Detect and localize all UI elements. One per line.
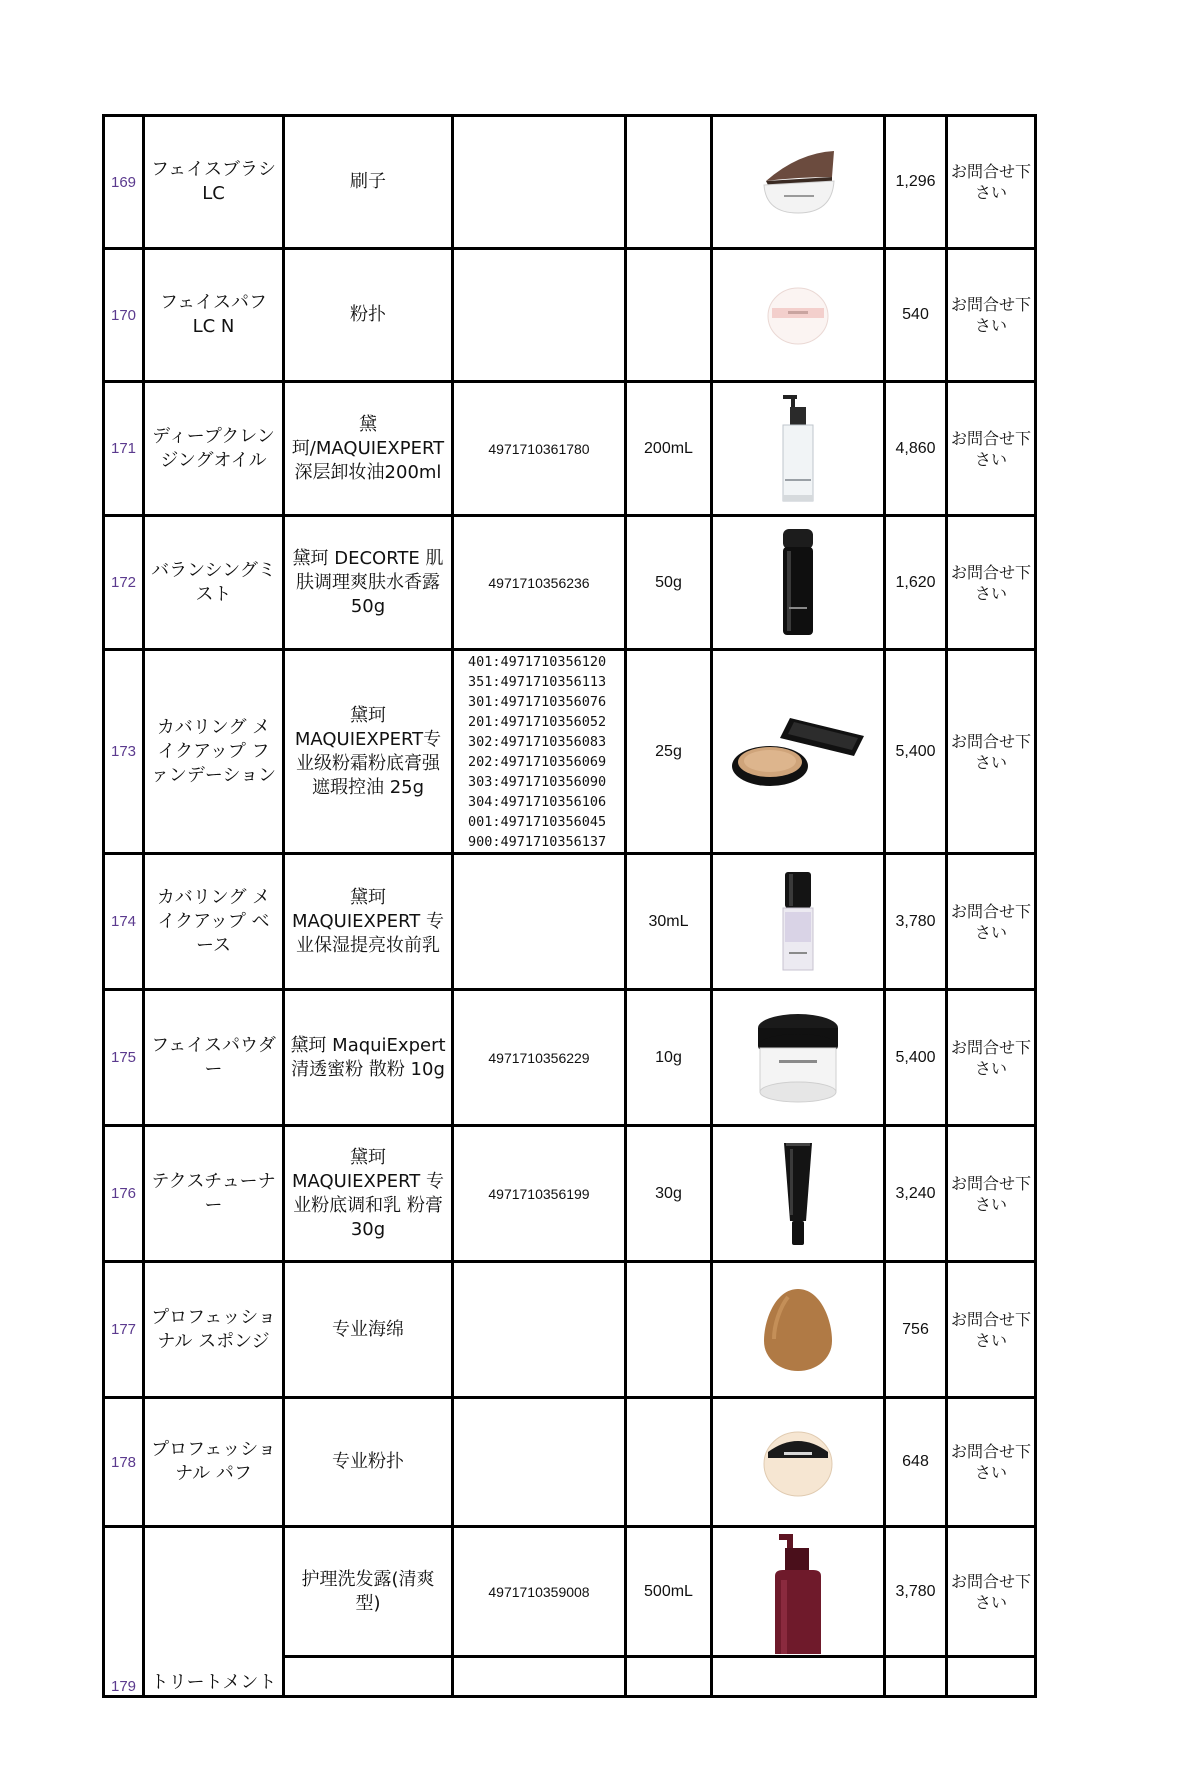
capacity	[626, 1398, 712, 1527]
inquiry-note: お問合せ下さい	[947, 516, 1036, 650]
jan-code	[453, 854, 626, 990]
brush-icon	[758, 147, 838, 217]
product-image	[712, 1398, 885, 1527]
price: 3,780	[885, 854, 947, 990]
base-bottle-icon	[773, 870, 823, 974]
price: 1,296	[885, 116, 947, 249]
product-name-zh: 黛珂 MAQUIEXPERT专业级粉霜粉底膏强遮瑕控油 25g	[284, 650, 453, 854]
product-image	[712, 650, 885, 854]
table-row	[104, 1398, 1036, 1527]
row-number: 175	[104, 990, 144, 1126]
jan-code: 900:4971710356137	[468, 833, 607, 850]
capacity: 30mL	[626, 854, 712, 990]
capacity: 25g	[626, 650, 712, 854]
capacity	[626, 116, 712, 249]
product-table-viewport	[102, 114, 1034, 1695]
product-name-ja: テクスチューナー	[144, 1126, 284, 1262]
product-image	[712, 1126, 885, 1262]
product-name-ja: ディープクレンジングオイル	[144, 382, 284, 516]
product-image	[712, 382, 885, 516]
sponge-icon	[758, 1285, 838, 1375]
table-row	[104, 516, 1036, 650]
compact-icon	[728, 712, 868, 792]
row-number: 172	[104, 516, 144, 650]
product-name-zh: 黛珂 MaquiExpert 清透蜜粉 散粉 10g	[284, 990, 453, 1126]
row-number: 178	[104, 1398, 144, 1527]
product-image	[712, 1262, 885, 1398]
row-number: 170	[104, 249, 144, 382]
inquiry-note: お問合せ下さい	[947, 650, 1036, 854]
table-row	[104, 249, 1036, 382]
inquiry-note: お問合せ下さい	[947, 990, 1036, 1126]
product-name-zh: 粉扑	[284, 249, 453, 382]
jan-code: 202:4971710356069	[468, 753, 607, 770]
puff-icon	[758, 280, 838, 350]
tube-icon	[778, 1139, 818, 1249]
product-name-ja: フェイスパフ LC N	[144, 249, 284, 382]
jan-code: 4971710359008	[453, 1527, 626, 1657]
product-name-zh: 黛珂 MAQUIEXPERT 专业粉底调和乳 粉膏30g	[284, 1126, 453, 1262]
price: 756	[885, 1262, 947, 1398]
inquiry-note: お問合せ下さい	[947, 854, 1036, 990]
price: 3,240	[885, 1126, 947, 1262]
mist-can-icon	[773, 527, 823, 639]
jan-code: 302:4971710356083	[468, 733, 607, 750]
product-name-zh: 护理洗发露(清爽型)	[284, 1527, 453, 1657]
product-image	[712, 516, 885, 650]
shampoo-bottle-icon	[763, 1530, 833, 1654]
product-image	[712, 249, 885, 382]
table-row	[104, 854, 1036, 990]
jan-code-list	[453, 650, 626, 854]
product-table	[102, 114, 1037, 1698]
table-row	[104, 116, 1036, 249]
capacity: 10g	[626, 990, 712, 1126]
row-number: 171	[104, 382, 144, 516]
row-number: 176	[104, 1126, 144, 1262]
pump-bottle-icon	[773, 393, 823, 505]
row-number: 174	[104, 854, 144, 990]
price: 540	[885, 249, 947, 382]
price: 3,780	[885, 1527, 947, 1657]
powder-jar-icon	[753, 1008, 843, 1108]
table-row	[104, 1527, 1036, 1657]
jan-code: 4971710361780	[453, 382, 626, 516]
product-name-ja: トリートメント	[144, 1527, 284, 1697]
capacity: 200mL	[626, 382, 712, 516]
jan-code: 351:4971710356113	[468, 673, 607, 690]
capacity	[626, 249, 712, 382]
row-number: 169	[104, 116, 144, 249]
jan-code: 201:4971710356052	[468, 713, 607, 730]
product-name-ja: バランシングミスト	[144, 516, 284, 650]
inquiry-note: お問合せ下さい	[947, 249, 1036, 382]
price: 1,620	[885, 516, 947, 650]
capacity: 50g	[626, 516, 712, 650]
price: 648	[885, 1398, 947, 1527]
product-name-ja: カバリング メイクアップ ファンデーション	[144, 650, 284, 854]
inquiry-note: お問合せ下さい	[947, 1262, 1036, 1398]
jan-code: 4971710356236	[453, 516, 626, 650]
product-name-ja: プロフェッショナル スポンジ	[144, 1262, 284, 1398]
row-number: 179	[104, 1527, 144, 1697]
capacity: 30g	[626, 1126, 712, 1262]
product-name-zh: 刷子	[284, 116, 453, 249]
jan-code	[453, 1398, 626, 1527]
capacity	[626, 1262, 712, 1398]
row-number: 173	[104, 650, 144, 854]
powder-puff-icon	[758, 1424, 838, 1500]
jan-code	[453, 1262, 626, 1398]
table-row	[104, 650, 1036, 854]
jan-code: 4971710356199	[453, 1126, 626, 1262]
table-row	[104, 1262, 1036, 1398]
jan-code	[453, 249, 626, 382]
product-name-zh: 专业海绵	[284, 1262, 453, 1398]
inquiry-note: お問合せ下さい	[947, 116, 1036, 249]
jan-code	[453, 116, 626, 249]
row-number: 177	[104, 1262, 144, 1398]
capacity: 500mL	[626, 1527, 712, 1657]
inquiry-note: お問合せ下さい	[947, 382, 1036, 516]
product-name-zh: 专业粉扑	[284, 1398, 453, 1527]
product-name-ja: プロフェッショナル パフ	[144, 1398, 284, 1527]
table-row	[104, 382, 1036, 516]
product-image	[712, 990, 885, 1126]
jan-code: 001:4971710356045	[468, 813, 607, 830]
jan-code: 4971710356229	[453, 990, 626, 1126]
product-name-zh: 黛珂 DECORTE 肌肤调理爽肤水香露50g	[284, 516, 453, 650]
jan-code: 303:4971710356090	[468, 773, 607, 790]
table-row	[104, 990, 1036, 1126]
jan-code: 301:4971710356076	[468, 693, 607, 710]
price: 4,860	[885, 382, 947, 516]
product-image	[712, 1527, 885, 1657]
price: 5,400	[885, 990, 947, 1126]
product-name-ja: フェイスブラシ LC	[144, 116, 284, 249]
price: 5,400	[885, 650, 947, 854]
product-name-zh: 黛珂/MAQUIEXPERT深层卸妆油200ml	[284, 382, 453, 516]
table-row	[104, 1126, 1036, 1262]
jan-code: 401:4971710356120	[468, 653, 607, 670]
product-name-ja: フェイスパウダー	[144, 990, 284, 1126]
inquiry-note: お問合せ下さい	[947, 1398, 1036, 1527]
inquiry-note: お問合せ下さい	[947, 1126, 1036, 1262]
product-name-ja: カバリング メイクアップ ベース	[144, 854, 284, 990]
inquiry-note: お問合せ下さい	[947, 1527, 1036, 1657]
product-image	[712, 116, 885, 249]
jan-code: 304:4971710356106	[468, 793, 607, 810]
product-image	[712, 854, 885, 990]
product-name-zh: 黛珂 MAQUIEXPERT 专业保湿提亮妆前乳	[284, 854, 453, 990]
